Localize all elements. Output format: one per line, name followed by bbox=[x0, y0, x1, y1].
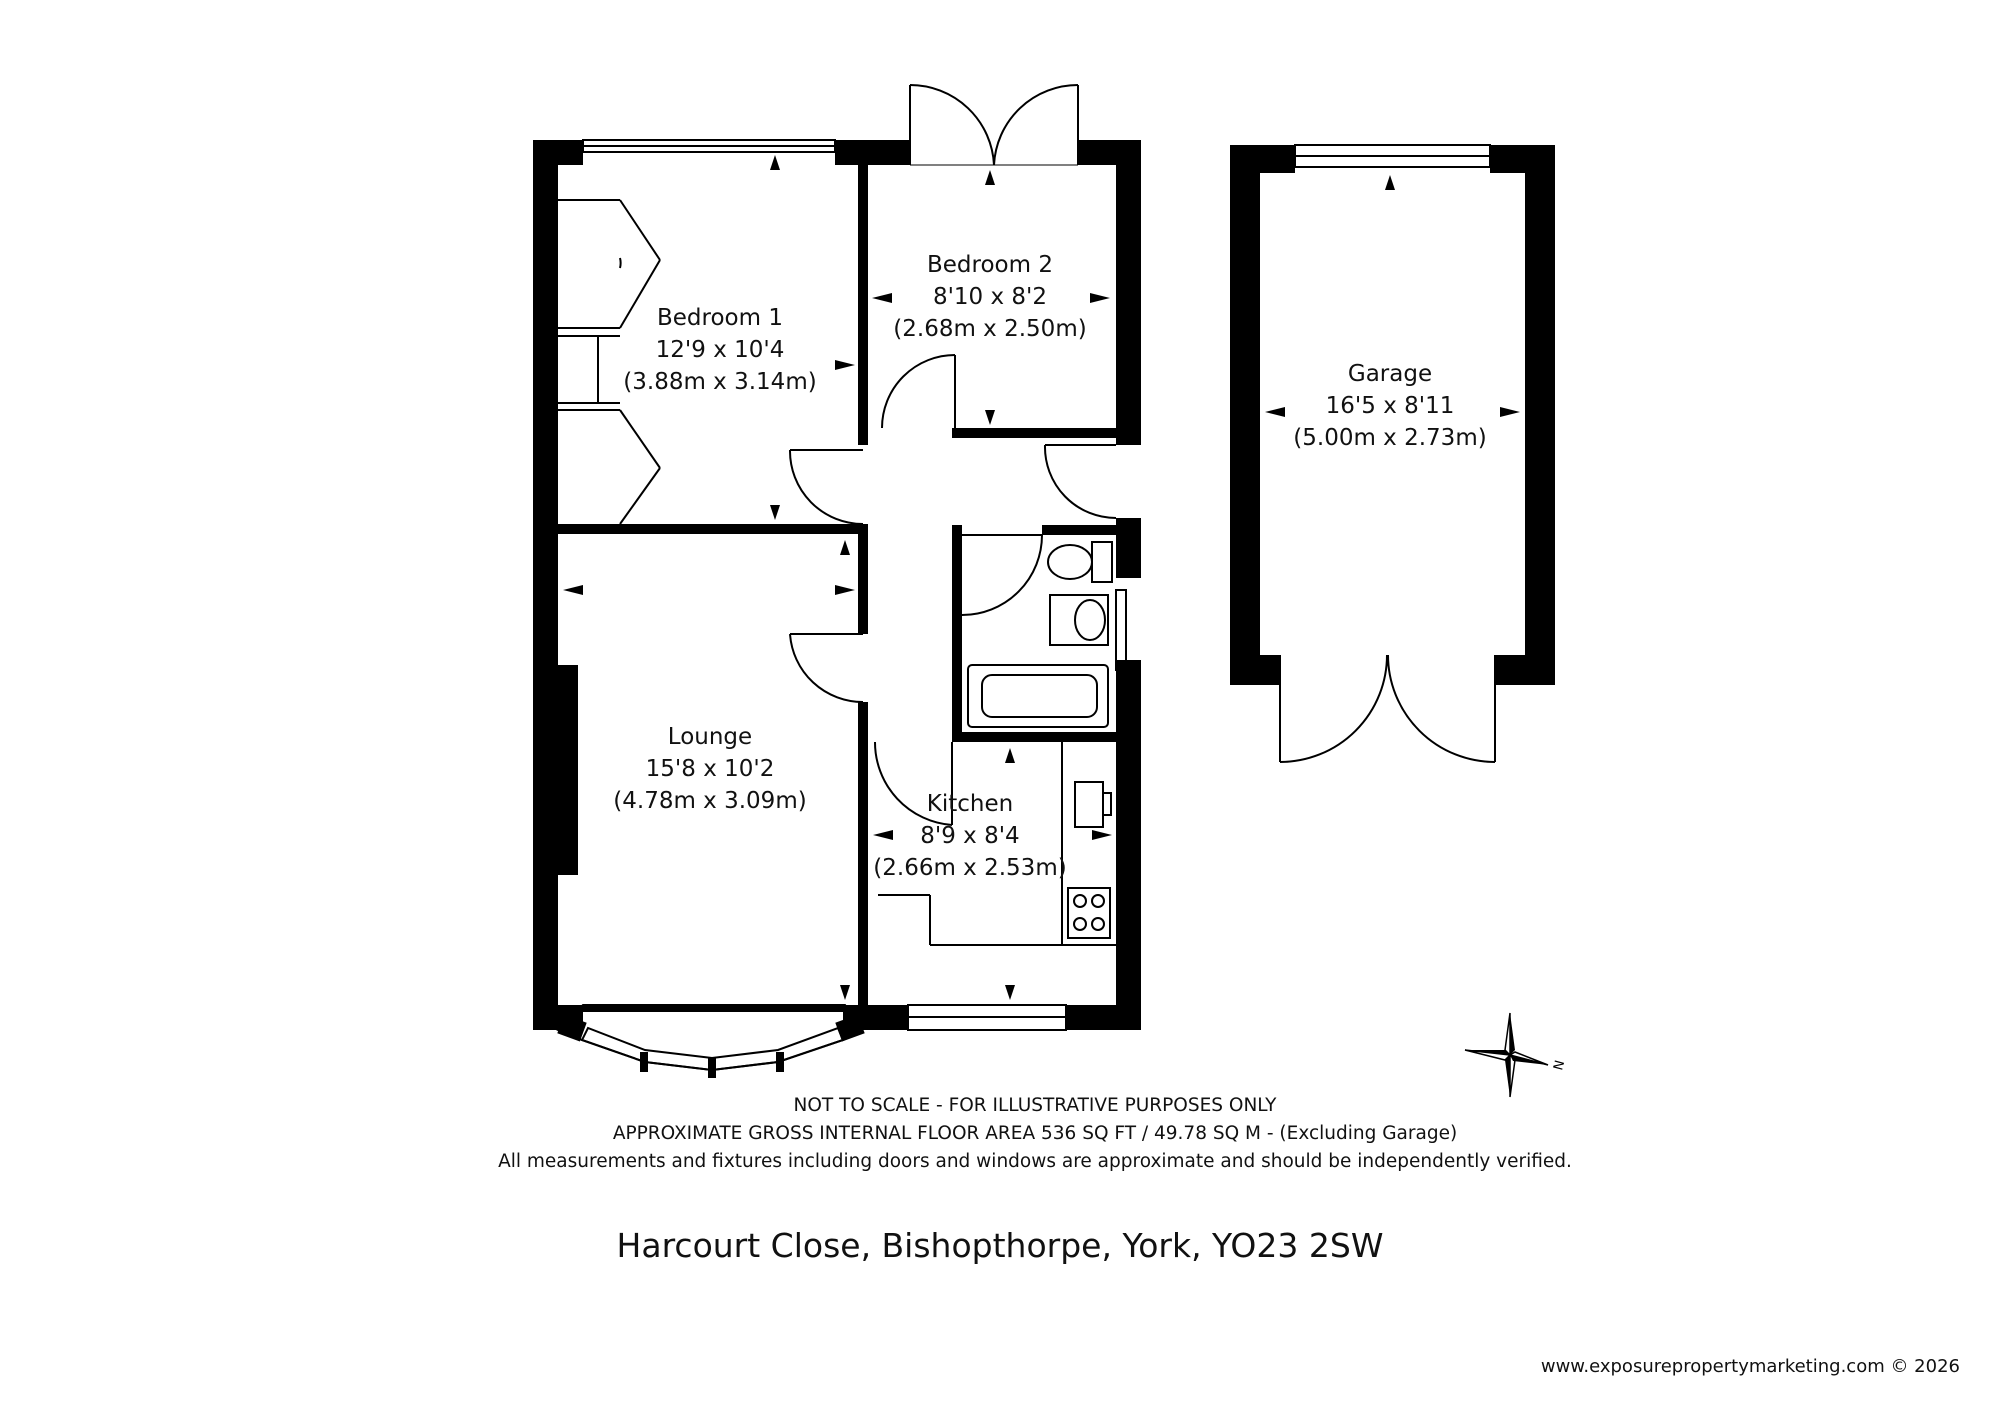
copyright-notice: www.exposurepropertymarketing.com © 2026 bbox=[1540, 1356, 1960, 1377]
kitchen-window bbox=[908, 1005, 1066, 1030]
room-name: Bedroom 2 bbox=[927, 252, 1053, 278]
lounge-bay-window bbox=[557, 1005, 864, 1078]
disclaimer-line-1: NOT TO SCALE - FOR ILLUSTRATIVE PURPOSES ONLY bbox=[793, 1095, 1277, 1116]
compass-north-label: N bbox=[1551, 1058, 1569, 1073]
property-address: Harcourt Close, Bishopthorpe, York, YO23 2SW bbox=[616, 1226, 1384, 1265]
room-dimensions-metric: (5.00m x 2.73m) bbox=[1293, 425, 1487, 451]
room-dimensions-imperial: 8'10 x 8'2 bbox=[932, 284, 1048, 310]
room-name: Bedroom 1 bbox=[657, 305, 783, 331]
garage-doors bbox=[1280, 655, 1495, 762]
room-dimensions-metric: (2.68m x 2.50m) bbox=[893, 316, 1087, 342]
room-dimensions-imperial: 12'9 x 10'4 bbox=[655, 337, 785, 363]
disclaimer-notes bbox=[400, 1092, 1670, 1176]
room-label-lounge bbox=[610, 721, 810, 817]
room-label-garage bbox=[1290, 358, 1490, 454]
room-name: Kitchen bbox=[926, 791, 1014, 817]
bedroom2-french-doors bbox=[910, 85, 1078, 165]
disclaimer-line-3: All measurements and fixtures including doors and windows are approximate and should be independently verified. bbox=[498, 1151, 1572, 1172]
bedroom1-window bbox=[583, 140, 835, 152]
room-dimensions-imperial: 16'5 x 8'11 bbox=[1325, 393, 1455, 419]
room-dimensions-imperial: 15'8 x 10'2 bbox=[645, 756, 775, 782]
room-dimensions-imperial: 8'9 x 8'4 bbox=[920, 823, 1020, 849]
disclaimer-line-2: APPROXIMATE GROSS INTERNAL FLOOR AREA 536 SQ FT / 49.78 SQ M - (Excluding Garage) bbox=[612, 1123, 1458, 1144]
compass-icon bbox=[1465, 1013, 1568, 1097]
bathroom-fixtures bbox=[968, 542, 1126, 727]
garage-window bbox=[1295, 145, 1490, 167]
room-dimensions-metric: (4.78m x 3.09m) bbox=[613, 788, 807, 814]
room-name: Garage bbox=[1347, 361, 1433, 387]
room-label-bedroom1 bbox=[620, 302, 820, 398]
room-name: Lounge bbox=[667, 724, 753, 750]
room-dimensions-metric: (3.88m x 3.14m) bbox=[623, 369, 817, 395]
room-label-bedroom2 bbox=[890, 249, 1090, 345]
room-label-kitchen bbox=[870, 788, 1070, 884]
room-dimensions-metric: (2.66m x 2.53m) bbox=[873, 855, 1067, 881]
